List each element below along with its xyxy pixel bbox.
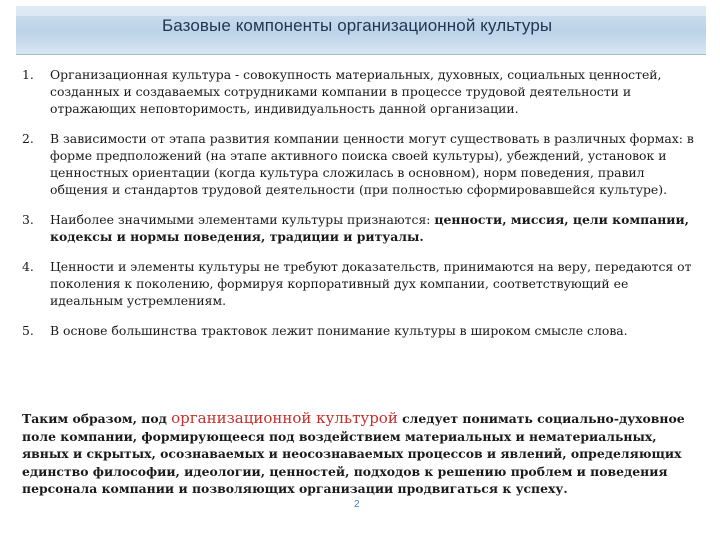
item-text: Наиболее значимыми элементами культуры признаются: — [50, 212, 435, 227]
list-item — [22, 66, 698, 117]
list-item — [22, 130, 698, 198]
summary-term: организационной культурой — [171, 409, 398, 427]
page-title: Базовые компоненты организационной культуры — [162, 16, 553, 35]
item-number: 4. — [22, 259, 34, 274]
item-text: В зависимости от этапа развития компании ценности могут существовать в различных формах: в форме предположений (на этапе активного поиска своей культуры), убеждений, установок и ценностных ориентации (когда культура сложилась в основном), норм поведения, правил общения и стандартов трудовой деятельности (при полностью сформировавшейся культуре). — [50, 131, 694, 197]
list-item — [22, 211, 698, 245]
item-text: В основе большинства трактовок лежит понимание культуры в широком смысле слова. — [50, 323, 628, 338]
item-text-bold: ценности, миссия, цели компании, кодексы и нормы поведения, традиции и ритуалы. — [50, 212, 689, 244]
item-text: Ценности и элементы культуры не требуют доказательств, принимаются на веру, передаются от поколения к поколению, формируя корпоративный дух компании, соответствующий ее идеальным устремлениям. — [50, 259, 692, 308]
list-item — [22, 258, 698, 309]
item-number: 5. — [22, 323, 34, 338]
item-text: Организационная культура - совокупность материальных, духовных, социальных ценностей, созданных и создаваемых сотрудниками компании в процессе трудовой деятельности и отражающих неповторимость, индивидуальность данной организации. — [50, 67, 662, 116]
item-number: 2. — [22, 131, 34, 146]
page-number: 2 — [354, 499, 360, 510]
numbered-list — [22, 66, 698, 352]
summary-prefix: Таким образом, под — [22, 411, 172, 426]
summary-suffix: следует понимать социально-духовное поле компании, формирующееся под воздействием материальных и нематериальных, явных и скрытых, осознаваемых и неосознаваемых процессов и явлений, определяющих единство философии, идеологии, ценностей, подходов к решению проблем и поведения персонала компании и позволяющих организации продвигаться к успеху. — [22, 411, 685, 496]
summary-paragraph — [22, 410, 702, 498]
list-item — [22, 322, 698, 339]
item-number: 1. — [22, 67, 34, 82]
item-number: 3. — [22, 212, 34, 227]
